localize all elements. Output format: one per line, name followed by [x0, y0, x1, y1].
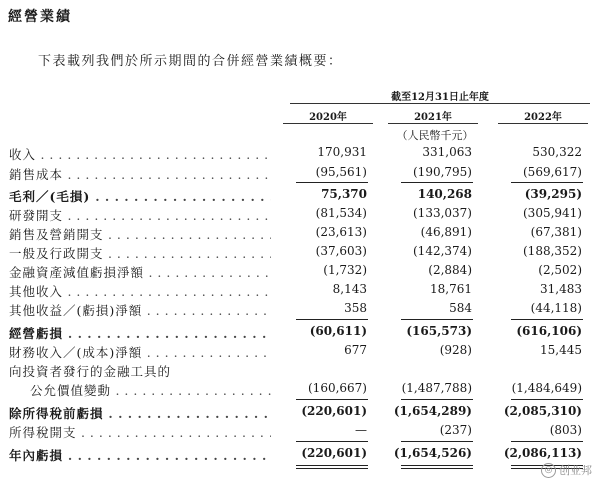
total-double-rule: [296, 468, 368, 469]
table-row: [0, 206, 600, 224]
value-2021: 140,268: [417, 187, 472, 201]
row-label: 銷售成本 . . .: [9, 165, 271, 183]
table-row: [0, 446, 600, 464]
value-2020: (37,603): [315, 244, 367, 258]
value-2022: (2,085,310): [503, 404, 582, 418]
value-2021: 584: [449, 301, 472, 315]
year-header-2022: 2022年: [524, 112, 562, 123]
row-label: 年內虧損 . . .: [9, 446, 271, 464]
value-2022: (1,484,649): [511, 381, 582, 395]
value-2020: 677: [344, 343, 367, 357]
year-rule: [283, 123, 373, 124]
row-label: 金融資產減值虧損淨額 . . .: [9, 263, 271, 281]
value-2021: (190,795): [413, 165, 472, 179]
subtotal-rule: [511, 441, 583, 442]
unit-label: （人民幣千元）: [396, 129, 474, 142]
intro-text: 下表載列我們於所示期間的合併經營業績概要：: [38, 54, 343, 69]
value-2022: 31,483: [540, 282, 582, 296]
value-2020: (160,667): [308, 381, 367, 395]
value-2020: (220,601): [301, 404, 367, 418]
subtotal-rule: [401, 182, 473, 183]
table-row: [0, 381, 600, 399]
value-2020: 358: [344, 301, 367, 315]
row-label: 財務收入／(成本)淨額 . . .: [9, 343, 271, 361]
value-2020: —: [355, 423, 367, 437]
weibo-icon: ◎: [541, 463, 556, 478]
value-2022: (2,086,113): [503, 446, 582, 460]
value-2022: (569,617): [523, 165, 582, 179]
table-row: [0, 362, 600, 380]
value-2022: 15,445: [540, 343, 582, 357]
year-rule: [498, 123, 588, 124]
period-header: 截至12月31日止年度: [391, 92, 489, 103]
table-row: [0, 165, 600, 183]
subtotal-rule: [401, 319, 473, 320]
year-header-2021: 2021年: [414, 112, 452, 123]
value-2022: (803): [549, 423, 582, 437]
table-row: [0, 282, 600, 300]
value-2022: 530,322: [532, 145, 582, 159]
row-label: 向投資者發行的金融工具的: [9, 364, 172, 379]
value-2020: (95,561): [315, 165, 367, 179]
row-label: 收入 . . .: [9, 145, 271, 163]
subtotal-rule: [511, 399, 583, 400]
table-row: [0, 324, 600, 342]
table-row: [0, 225, 600, 243]
value-2022: (188,352): [523, 244, 582, 258]
value-2020: (23,613): [315, 225, 367, 239]
value-2021: (1,654,526): [393, 446, 472, 460]
value-2020: 75,370: [321, 187, 367, 201]
value-2022: (2,502): [538, 263, 582, 277]
value-2022: (67,381): [530, 225, 582, 239]
total-double-rule: [401, 468, 473, 469]
value-2022: (305,941): [523, 206, 582, 220]
year-header-2020: 2020年: [309, 112, 347, 123]
value-2021: (237): [439, 423, 472, 437]
value-2022: (44,118): [530, 301, 582, 315]
value-2020: 8,143: [332, 282, 367, 296]
table-row: [0, 423, 600, 441]
row-label: 一般及行政開支 . . .: [9, 244, 271, 262]
value-2021: (928): [439, 343, 472, 357]
value-2022: (616,106): [516, 324, 582, 338]
table-row: [0, 301, 600, 319]
subtotal-rule: [296, 399, 368, 400]
watermark: [541, 462, 592, 478]
value-2021: (2,884): [428, 263, 472, 277]
table-row: [0, 343, 600, 361]
value-2021: (46,891): [420, 225, 472, 239]
value-2021: 331,063: [422, 145, 472, 159]
table-row: [0, 263, 600, 281]
row-label: 所得稅開支 . . .: [9, 423, 271, 441]
row-label: 其他收入 . . .: [9, 282, 271, 300]
value-2020: (220,601): [301, 446, 367, 460]
subtotal-rule: [511, 182, 583, 183]
subtotal-rule: [296, 319, 368, 320]
value-2020: (60,611): [309, 324, 367, 338]
subtotal-rule: [296, 182, 368, 183]
total-double-rule: [296, 465, 368, 466]
row-label: 銷售及營銷開支 . . .: [9, 225, 271, 243]
row-label: 經營虧損 . . .: [9, 324, 271, 342]
value-2021: (133,037): [413, 206, 472, 220]
value-2021: (165,573): [406, 324, 472, 338]
row-label: 其他收益／(虧損)淨額 . . .: [9, 301, 271, 319]
table-row: [0, 145, 600, 163]
value-2020: (81,534): [315, 206, 367, 220]
section-title: 經營業績: [8, 9, 72, 25]
row-label: 除所得稅前虧損 . . .: [9, 404, 271, 422]
subtotal-rule: [401, 441, 473, 442]
value-2021: (1,487,788): [401, 381, 472, 395]
subtotal-rule: [401, 399, 473, 400]
row-label: 研發開支 . . .: [9, 206, 271, 224]
watermark-text: 创业邦: [559, 464, 592, 477]
value-2020: (1,732): [323, 263, 367, 277]
value-2022: (39,295): [524, 187, 582, 201]
row-label: 公允價值變動 . . .: [30, 381, 271, 399]
value-2021: (142,374): [413, 244, 472, 258]
year-rule: [388, 123, 478, 124]
total-double-rule: [401, 465, 473, 466]
value-2020: 170,931: [317, 145, 367, 159]
value-2021: 18,761: [430, 282, 472, 296]
subtotal-rule: [511, 319, 583, 320]
subtotal-rule: [296, 441, 368, 442]
table-row: [0, 187, 600, 205]
table-row: [0, 244, 600, 262]
period-rule: [290, 103, 590, 104]
table-row: [0, 404, 600, 422]
value-2021: (1,654,289): [393, 404, 472, 418]
row-label: 毛利／(毛損) . . .: [9, 187, 271, 205]
